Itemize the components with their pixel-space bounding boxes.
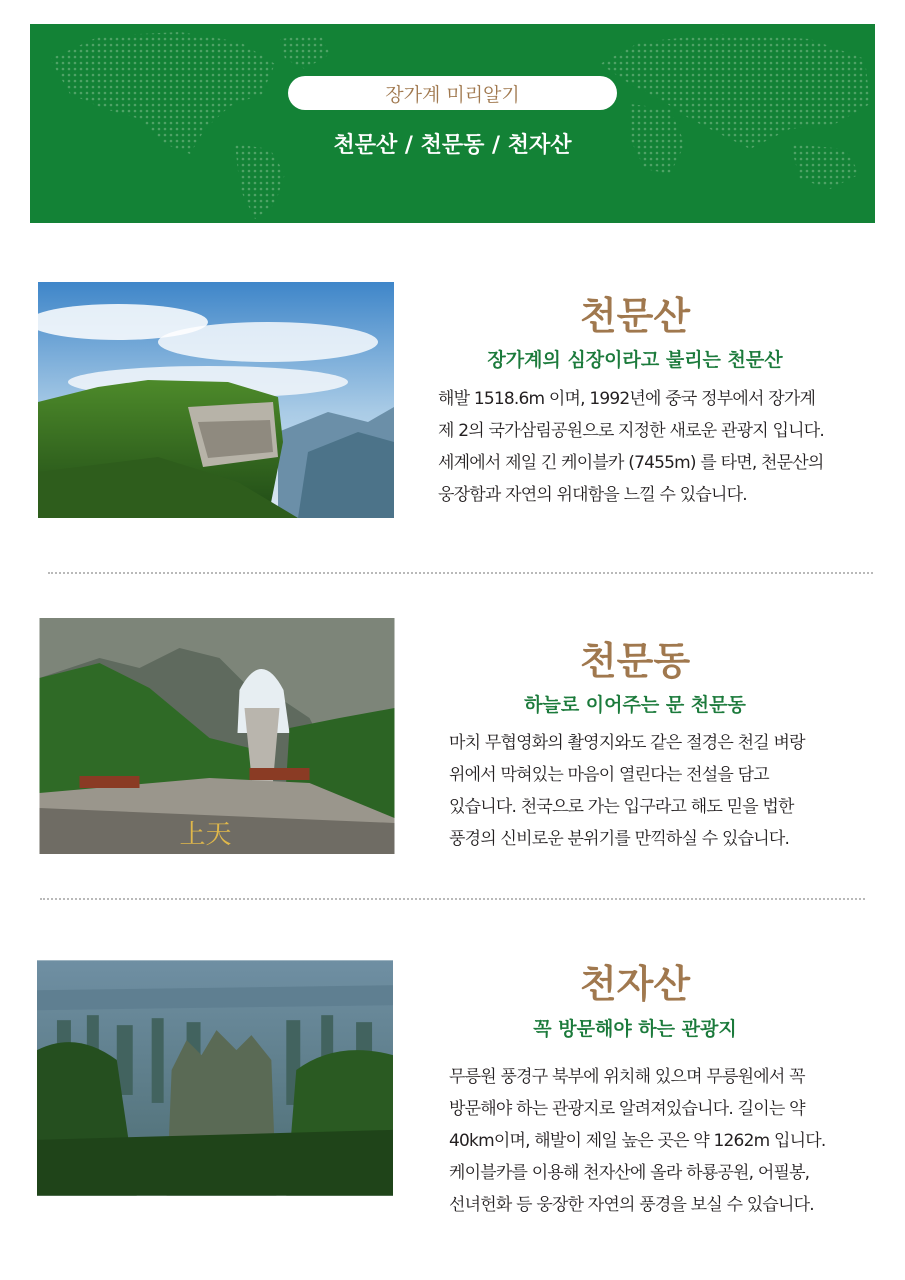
section-body-2 (449, 727, 805, 855)
tianmen-mountain-photo (38, 282, 394, 518)
banner-subtitle: 천문산 / 천문동 / 천자산 (333, 133, 572, 158)
banner-pill-label: 장가계 미리알기 (288, 76, 617, 110)
svg-text:上天: 上天 (179, 820, 232, 850)
section-divider (48, 572, 873, 574)
section-subtitle-1: 장가계의 심장이라고 불리는 천문산 (487, 349, 783, 371)
tianzi-mountain-photo (37, 960, 393, 1196)
body-line: 케이블카를 이용해 천자산에 올라 하룡공원, 어필봉, (449, 1163, 810, 1183)
body-line: 위에서 막혀있는 마음이 열린다는 전설을 담고 (449, 765, 769, 785)
world-map-dots (30, 24, 875, 223)
body-line: 해발 1518.6m 이며, 1992년에 중국 정부에서 장가계 (438, 389, 816, 409)
section-subtitle-3: 꼭 방문해야 하는 관광지 (533, 1018, 737, 1040)
body-line: 무릉원 풍경구 북부에 위치해 있으며 무릉원에서 꼭 (449, 1067, 805, 1087)
body-line: 40km이며, 해발이 제일 높은 곳은 약 1262m 입니다. (449, 1131, 826, 1151)
body-line: 선녀헌화 등 웅장한 자연의 풍경을 보실 수 있습니다. (449, 1195, 814, 1215)
section-subtitle-2: 하늘로 이어주는 문 천문동 (524, 694, 746, 716)
section-body-3 (449, 1061, 825, 1221)
body-line: 웅장함과 자연의 위대함을 느낄 수 있습니다. (438, 485, 747, 505)
section-title-2: 천문동 (579, 639, 691, 683)
header-banner (30, 24, 875, 223)
body-line: 마치 무협영화의 촬영지와도 같은 절경은 천길 벼랑 (449, 733, 805, 753)
section-title-3: 천자산 (579, 962, 691, 1006)
body-line: 풍경의 신비로운 분위기를 만끽하실 수 있습니다. (449, 829, 790, 849)
section-body-1 (438, 383, 824, 511)
body-line: 제 2의 국가삼림공원으로 지정한 새로운 관광지 입니다. (438, 421, 824, 441)
section-title-1: 천문산 (579, 294, 691, 338)
heavens-gate-cave-photo (39, 618, 395, 854)
section-divider (40, 898, 865, 900)
body-line: 세계에서 제일 긴 케이블카 (7455m) 를 타면, 천문산의 (438, 453, 824, 473)
body-line: 방문해야 하는 관광지로 알려져있습니다. 길이는 약 (449, 1099, 805, 1119)
body-line: 있습니다. 천국으로 가는 입구라고 해도 믿을 법한 (449, 797, 794, 817)
